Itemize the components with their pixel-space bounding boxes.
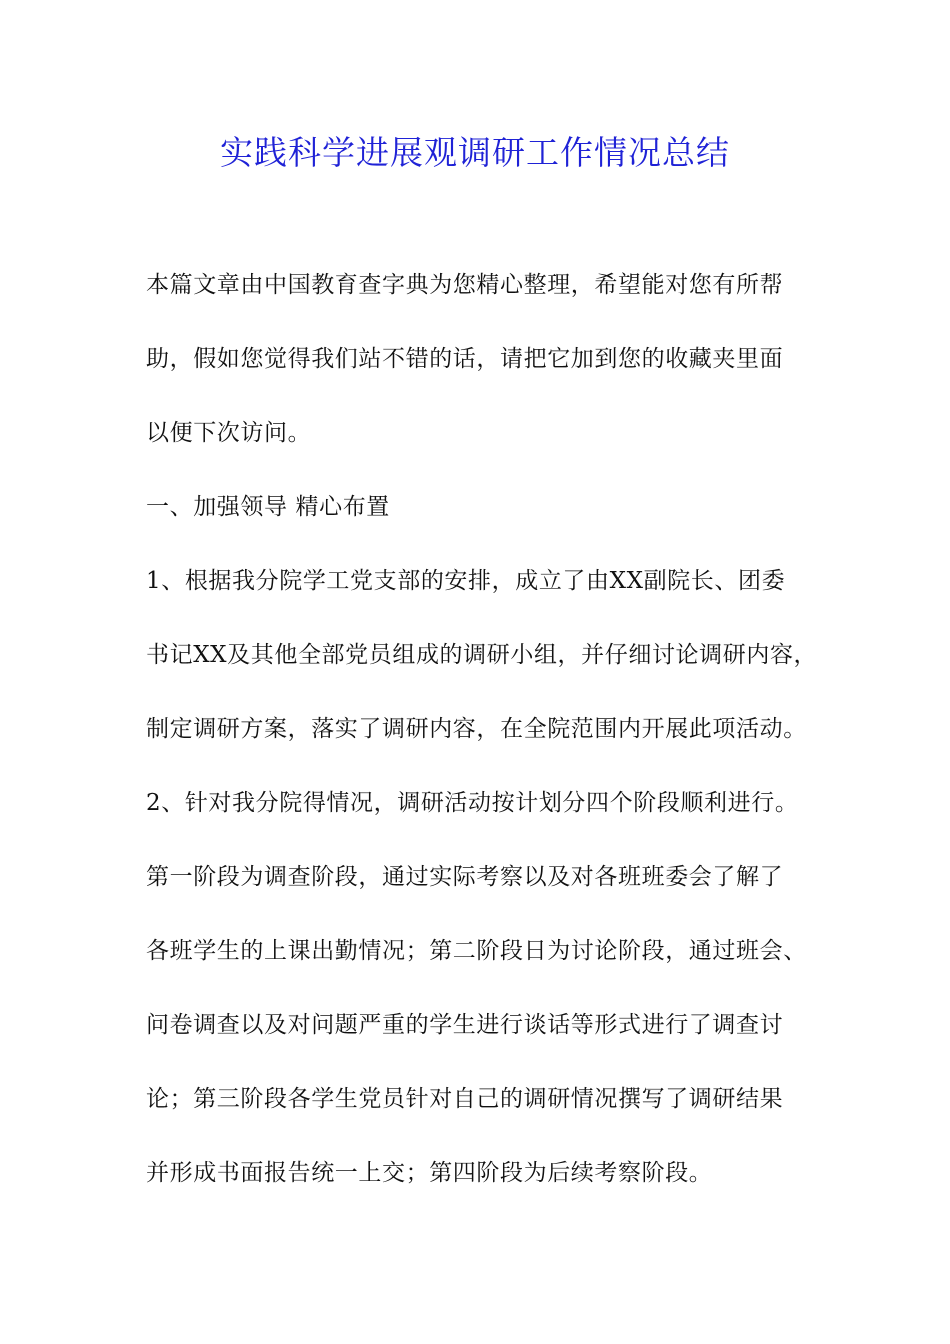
paragraph-line: 并形成书面报告统一上交；第四阶段为后续考察阶段。 [146, 1160, 713, 1186]
paragraph-line: 本篇文章由中国教育查字典为您精心整理，希望能对您有所帮 [146, 272, 784, 298]
document-body [146, 262, 826, 1224]
paragraph-line: 论；第三阶段各学生党员针对自己的调研情况撰写了调研结果 [146, 1086, 784, 1112]
section-heading: 一、加强领导 精心布置 [146, 494, 390, 520]
paragraph-line: 书记XX及其他全部党员组成的调研小组，并仔细讨论调研内容， [146, 642, 818, 668]
paragraph-line: 问卷调查以及对问题严重的学生进行谈话等形式进行了调查讨 [146, 1012, 784, 1038]
paragraph-line: 助，假如您觉得我们站不错的话，请把它加到您的收藏夹里面 [146, 346, 784, 372]
paragraph-line: 1、根据我分院学工党支部的安排，成立了由XX副院长、团委 [146, 568, 786, 594]
paragraph-line: 制定调研方案，落实了调研内容，在全院范围内开展此项活动。 [146, 716, 807, 742]
paragraph-line: 第一阶段为调查阶段，通过实际考察以及对各班班委会了解了 [146, 864, 784, 890]
document-title: 实践科学进展观调研工作情况总结 [220, 133, 730, 172]
paragraph-line: 以便下次访问。 [146, 420, 312, 446]
paragraph-line: 2、针对我分院得情况，调研活动按计划分四个阶段顺利进行。 [146, 790, 799, 816]
paragraph-line: 各班学生的上课出勤情况；第二阶段日为讨论阶段，通过班会、 [146, 938, 807, 964]
